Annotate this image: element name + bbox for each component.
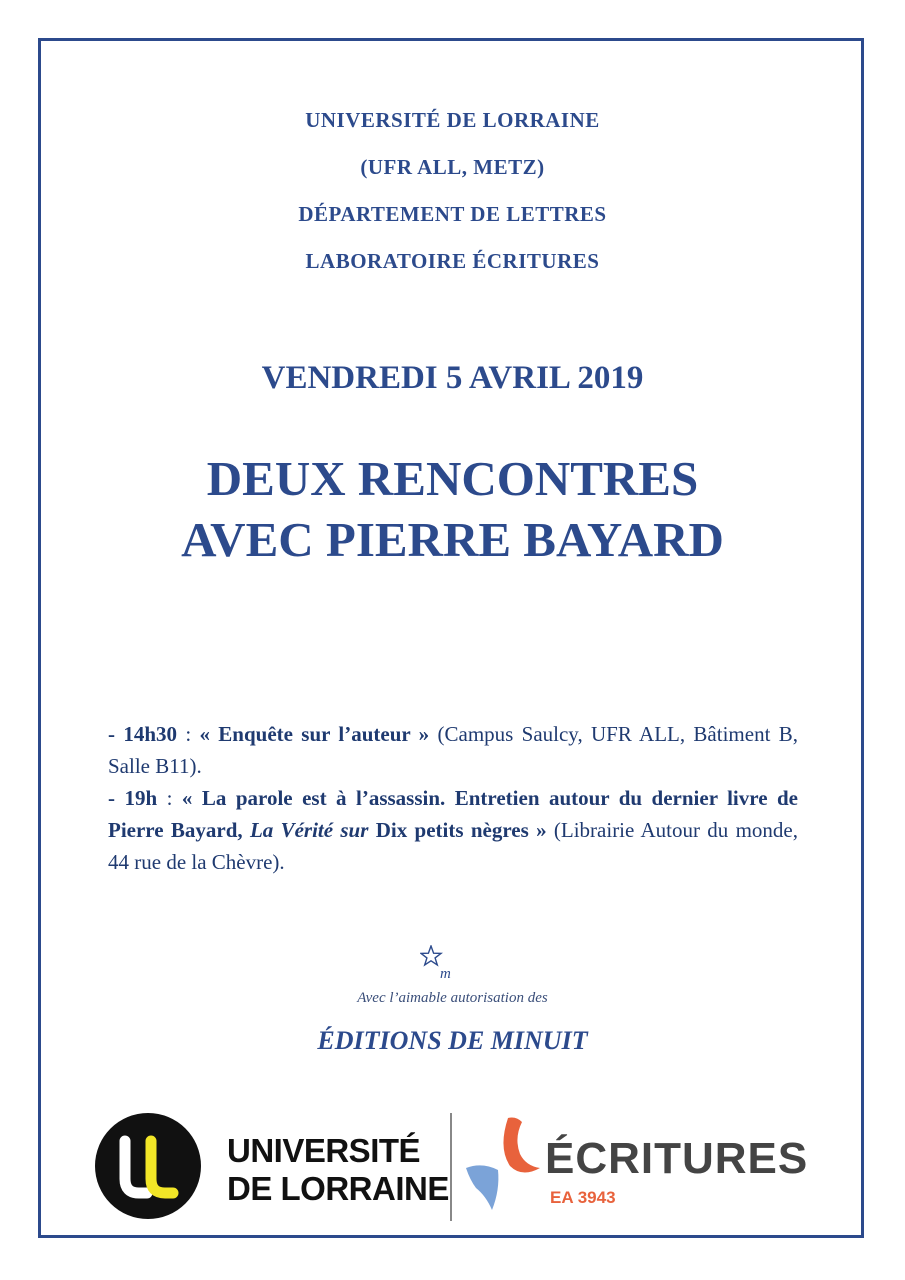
universite-lorraine-wordmark	[227, 1132, 449, 1208]
program-place: (Campus Saulcy, UFR ALL, Bâtiment B, Salle B11).	[108, 722, 798, 778]
org-line-4: LABORATOIRE ÉCRITURES	[305, 249, 600, 273]
program-title: « Enquête sur l’auteur »	[199, 722, 430, 746]
org-line-1: UNIVERSITÉ DE LORRAINE	[305, 108, 600, 132]
univ-line-1: UNIVERSITÉ	[227, 1132, 421, 1169]
org-line-3: DÉPARTEMENT DE LETTRES	[298, 202, 607, 226]
program-time: - 14h30	[108, 722, 177, 746]
ecritures-swirl-logo-icon	[460, 1108, 545, 1223]
program-place: (Librairie Autour du monde, 44 rue de la Chèvre).	[108, 818, 798, 874]
program-item	[108, 718, 798, 782]
svg-text:m: m	[440, 966, 451, 982]
univ-line-2: DE LORRAINE	[227, 1170, 449, 1207]
program-item	[108, 782, 798, 878]
event-date: VENDREDI 5 AVRIL 2019	[261, 360, 644, 396]
logo-divider	[450, 1113, 452, 1221]
publisher-name: ÉDITIONS DE MINUIT	[317, 1026, 588, 1055]
universite-lorraine-logo	[95, 1113, 201, 1219]
organizer-block	[0, 97, 905, 285]
logo-bar	[95, 1108, 825, 1223]
ecritures-wordmark: ÉCRITURES	[545, 1134, 809, 1183]
event-title-line-2: AVEC PIERRE BAYARD	[181, 512, 724, 567]
courtesy-note: Avec l’aimable autorisation des	[357, 990, 548, 1006]
event-title	[0, 448, 905, 570]
org-line-2: (UFR ALL, METZ)	[360, 155, 545, 179]
minuit-star-logo-icon	[420, 945, 460, 983]
event-title-line-1: DEUX RENCONTRES	[206, 451, 699, 506]
program-book-title-rest: Dix petits nègres »	[368, 818, 547, 842]
program	[108, 718, 798, 878]
program-sep: :	[177, 722, 200, 746]
program-time: - 19h	[108, 786, 158, 810]
ul-monogram-icon	[95, 1113, 201, 1219]
program-sep: :	[157, 786, 182, 810]
program-title: « La parole est à l’assassin. Entretien autour du dernier livre de Pierre Bayard,	[108, 786, 798, 842]
ecritures-code: EA 3943	[550, 1188, 616, 1207]
program-book-title: La Vérité sur	[249, 818, 369, 842]
